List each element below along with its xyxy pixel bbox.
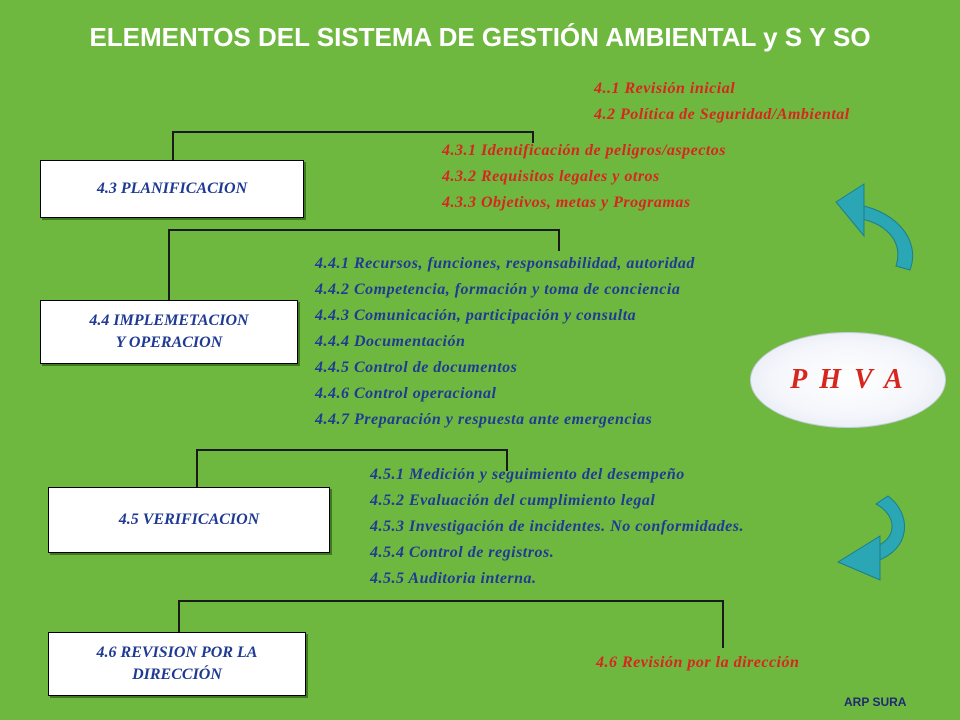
list-item: 4.5.1 Medición y seguimiento del desempeño xyxy=(370,466,685,483)
list-item: 4.3.2 Requisitos legales y otros xyxy=(442,168,660,185)
list-item: 4.4.3 Comunicación, participación y consulta xyxy=(315,307,637,324)
list-item: 4.3.1 Identificación de peligros/aspectos xyxy=(442,142,727,159)
cycle-arrow-icon xyxy=(832,490,924,582)
list-item: 4.6 Revisión por la dirección xyxy=(596,654,800,671)
section-box-label: 4.4 IMPLEMETACION xyxy=(89,312,249,330)
list-item: 4.5.5 Auditoria interna. xyxy=(370,570,537,587)
list-item: 4.3.3 Objetivos, metas y Programas xyxy=(442,194,691,211)
section-box-revision xyxy=(48,632,306,696)
footer-brand: ARP SURA xyxy=(844,695,907,709)
section-box-label: 4.3 PLANIFICACION xyxy=(96,180,248,198)
connector-line xyxy=(722,600,724,648)
section-box-label: Y OPERACION xyxy=(115,334,223,351)
list-item: 4.2 Política de Seguridad/Ambiental xyxy=(594,106,850,123)
list-item: 4.4.2 Competencia, formación y toma de conciencia xyxy=(315,281,681,298)
connector-line xyxy=(168,229,560,231)
connector-line xyxy=(178,600,724,602)
section-box-verificacion xyxy=(48,487,330,553)
list-item: 4.5.4 Control de registros. xyxy=(370,544,555,561)
section-list-implementacion xyxy=(315,251,695,433)
list-item: 4..1 Revisión inicial xyxy=(594,80,736,97)
intro-list xyxy=(594,76,850,128)
section-box-implementacion xyxy=(40,300,298,364)
section-box-label: DIRECCIÓN xyxy=(132,666,222,683)
list-item: 4.4.1 Recursos, funciones, responsabilidad, autoridad xyxy=(315,255,695,272)
list-item: 4.4.6 Control operacional xyxy=(315,385,497,402)
list-item: 4.5.2 Evaluación del cumplimiento legal xyxy=(370,492,656,509)
connector-line xyxy=(558,229,560,251)
connector-line xyxy=(196,449,508,451)
section-list-verificacion xyxy=(370,462,744,592)
section-box-label: 4.6 REVISION POR LA xyxy=(96,644,258,662)
phva-label: P H V A xyxy=(790,364,906,395)
connector-line xyxy=(196,449,198,487)
connector-line xyxy=(172,131,174,161)
list-item: 4.4.4 Documentación xyxy=(315,333,466,350)
phva-ellipse xyxy=(750,332,946,428)
slide-title: ELEMENTOS DEL SISTEMA DE GESTIÓN AMBIENTAL y S Y SO xyxy=(89,22,871,52)
list-item: 4.4.5 Control de documentos xyxy=(315,359,518,376)
section-box-planificacion xyxy=(40,160,304,218)
cycle-arrow-icon xyxy=(832,178,924,274)
list-item: 4.4.7 Preparación y respuesta ante emergencias xyxy=(315,411,653,428)
connector-line xyxy=(172,131,534,133)
section-list-planificacion xyxy=(442,138,726,216)
section-list-revision xyxy=(596,650,799,676)
section-box-label: 4.5 VERIFICACION xyxy=(118,511,260,529)
connector-line xyxy=(168,229,170,303)
connector-line xyxy=(178,600,180,634)
list-item: 4.5.3 Investigación de incidentes. No conformidades. xyxy=(370,518,744,535)
